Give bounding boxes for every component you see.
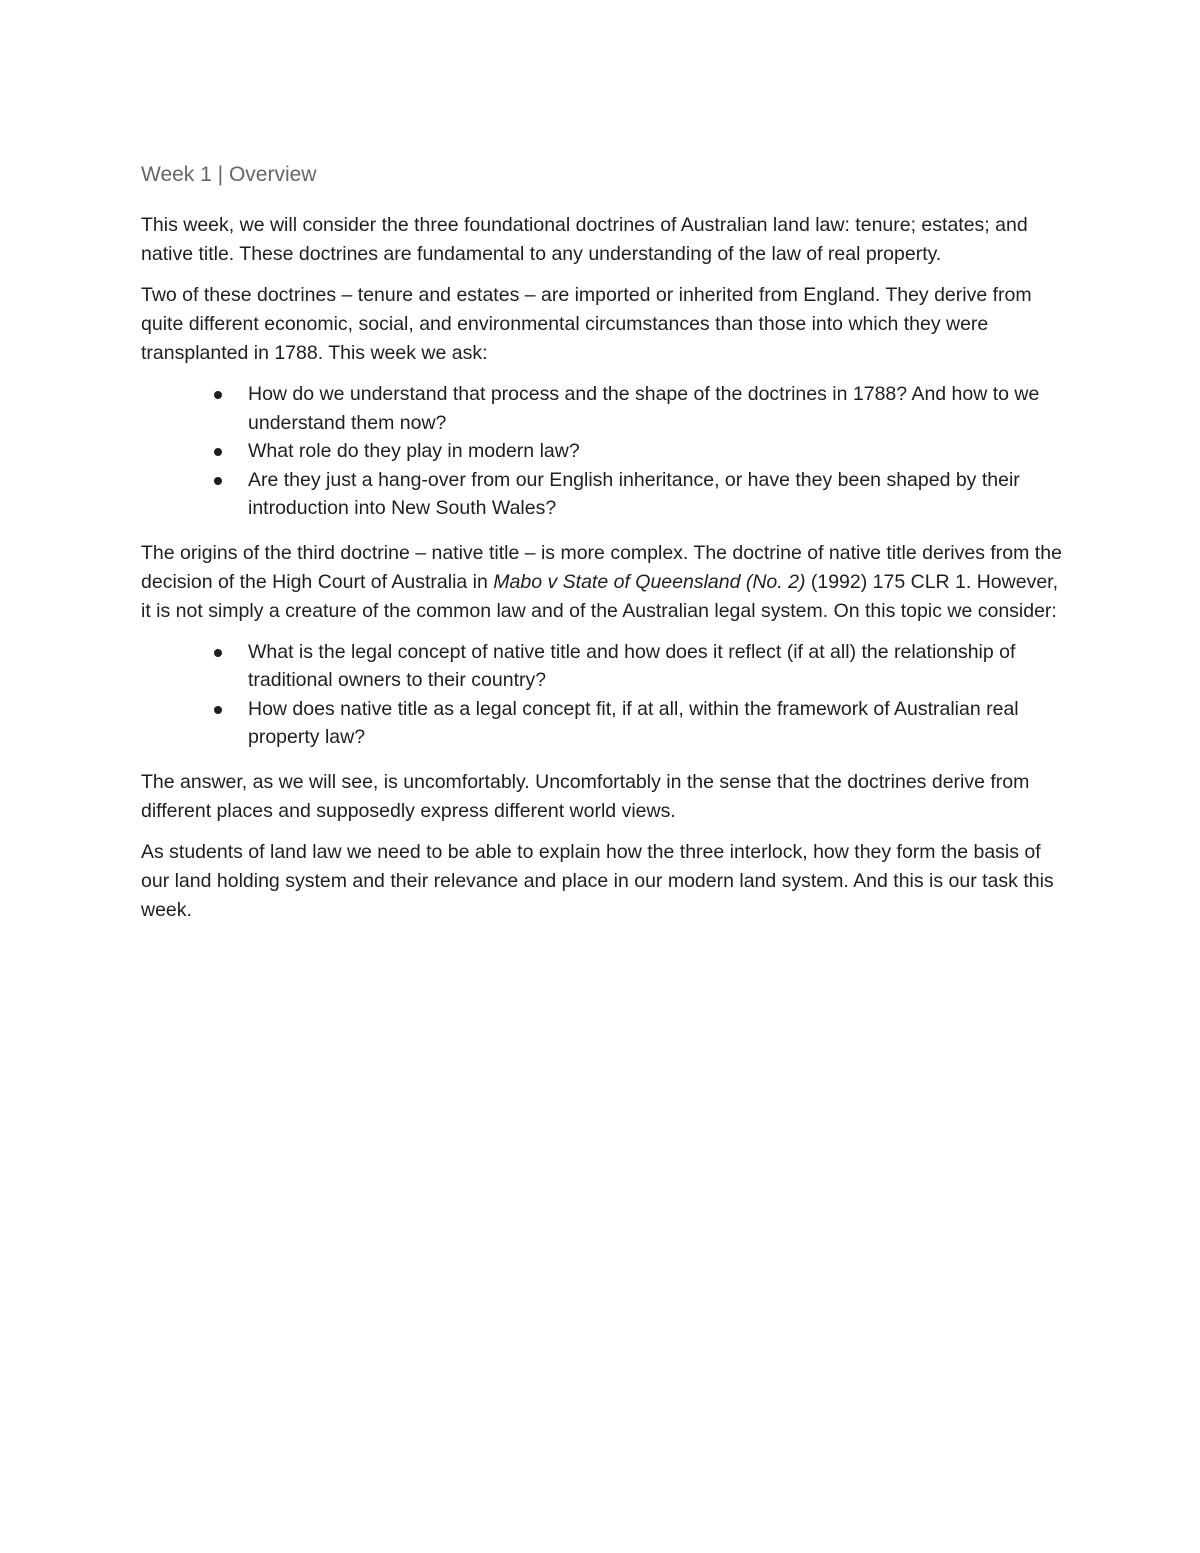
case-citation: Mabo v State of Queensland (No. 2) xyxy=(493,570,806,593)
document-title: Week 1 | Overview xyxy=(141,163,317,186)
task-paragraph: As students of land law we need to be able to explain how the three interlock, how they form the basis of our land holding system and their relevance and place in our modern land system. And this is our task this week. xyxy=(141,840,1054,921)
bullet-icon xyxy=(214,649,222,657)
questions-list-2 xyxy=(141,638,1066,752)
list-item xyxy=(141,380,1066,437)
bullet-icon xyxy=(214,706,222,714)
answer-paragraph: The answer, as we will see, is uncomfortably. Uncomfortably in the sense that the doctrines derive from different places and supposedly express different world views. xyxy=(141,770,1030,822)
list-item xyxy=(141,695,1066,752)
list-item-text: What is the legal concept of native title and how does it reflect (if at all) the relationship of traditional owners to their country? xyxy=(248,640,1016,691)
native-title-paragraph xyxy=(141,539,1066,626)
native-title-text-before: The origins of the third doctrine – native title – is more complex. The doctrine of native title derives from the decision of the High Court of Australia in xyxy=(141,541,1062,593)
document-page xyxy=(141,160,1066,937)
list-item-text: What role do they play in modern law? xyxy=(248,440,580,462)
bullet-icon xyxy=(214,477,222,485)
list-item-text: How do we understand that process and the shape of the doctrines in 1788? And how to we understand them now? xyxy=(248,383,1040,434)
list-item xyxy=(141,638,1066,695)
intro-paragraph: This week, we will consider the three foundational doctrines of Australian land law: tenure; estates; and native title. These doctrines are fundamental to any understanding of the law of real property. xyxy=(141,214,1028,265)
list-item-text: How does native title as a legal concept fit, if at all, within the framework of Australian real property law? xyxy=(248,697,1019,748)
questions-list-1 xyxy=(141,380,1066,523)
bullet-icon xyxy=(214,391,222,399)
native-title-text-after: (1992) 175 CLR 1. However, it is not simply a creature of the common law and of the Australian legal system. On this topic we consider: xyxy=(141,570,1059,622)
list-item xyxy=(141,466,1066,523)
list-item xyxy=(141,437,1066,466)
list-item-text: Are they just a hang-over from our English inheritance, or have they been shaped by their introduction into New South Wales? xyxy=(248,468,1020,519)
bullet-icon xyxy=(214,448,222,456)
tenure-estates-paragraph: Two of these doctrines – tenure and estates – are imported or inherited from England. They derive from quite different economic, social, and environmental circumstances than those into which they were transplanted in 1788. This week we ask: xyxy=(141,284,1032,364)
